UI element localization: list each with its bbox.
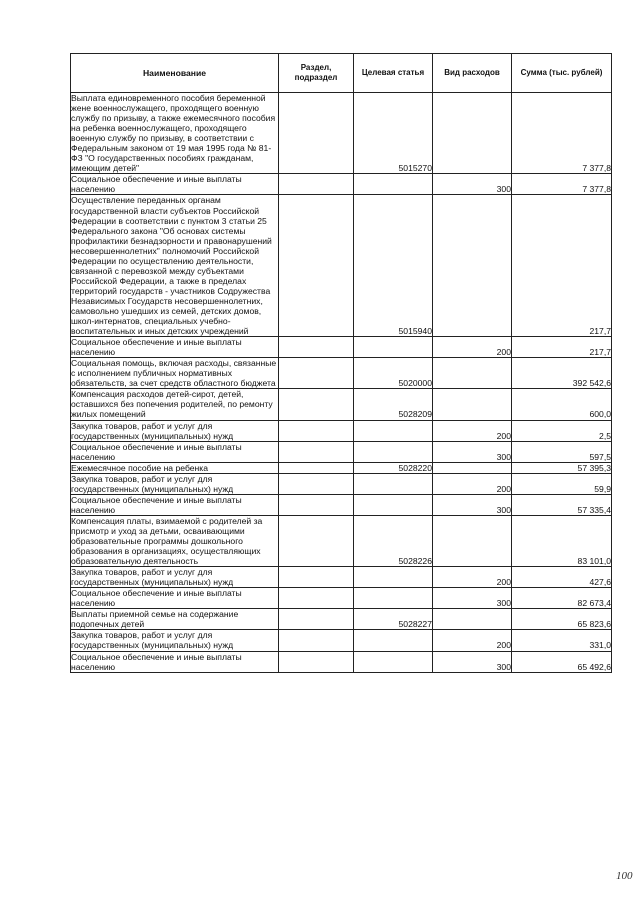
table-row [71,420,612,441]
table-row [71,651,612,672]
header-sum: Сумма (тыс. рублей) [512,54,612,93]
table-row [71,567,612,588]
row-target-cell: 5028227 [354,609,433,630]
row-section-cell [279,337,354,358]
row-section-cell [279,473,354,494]
header-expense-type: Вид расходов [433,54,512,93]
row-target-cell [354,441,433,462]
row-target-cell [354,174,433,195]
row-target-cell [354,420,433,441]
row-expense-type-cell: 300 [433,174,512,195]
row-name-cell: Осуществление переданных органам государственной власти субъектов Российской Федерации в соответствии с пунктом 3 статьи 25 Федерального закона "Об основах системы профилактики безнадзорности и правонарушений несовершеннолетних" полномочий Российской Федерации по осуществлению деятельности, связанной с перевозкой между субъектами Российской Федерации, а также в пределах территорий государств - участников Содружества Независимых Государств несовершеннолетних, самовольно ушедших из семей, детских домов, школ-интернатов, специальных учебно-воспитательных и иных детских учреждений [71,195,279,337]
row-target-cell: 5028226 [354,515,433,566]
row-expense-type-cell: 300 [433,494,512,515]
table-row [71,441,612,462]
row-target-cell [354,588,433,609]
row-expense-type-cell: 300 [433,441,512,462]
table-row [71,93,612,174]
row-expense-type-cell [433,195,512,337]
row-sum-cell: 65 492,6 [512,651,612,672]
table-row [71,473,612,494]
row-target-cell: 5028220 [354,462,433,473]
row-target-cell: 5020000 [354,358,433,389]
row-target-cell [354,651,433,672]
row-target-cell [354,630,433,651]
row-sum-cell: 57 395,3 [512,462,612,473]
row-section-cell [279,441,354,462]
table-row [71,389,612,420]
row-section-cell [279,494,354,515]
header-section: Раздел, подраздел [279,54,354,93]
row-sum-cell: 65 823,6 [512,609,612,630]
row-expense-type-cell [433,358,512,389]
row-sum-cell: 7 377,8 [512,93,612,174]
row-target-cell: 5015270 [354,93,433,174]
row-section-cell [279,389,354,420]
table-row [71,609,612,630]
budget-table [70,53,612,673]
table-row [71,588,612,609]
row-expense-type-cell [433,389,512,420]
row-expense-type-cell: 300 [433,651,512,672]
row-target-cell [354,337,433,358]
page-number-mark: 100 [616,870,633,882]
row-expense-type-cell [433,93,512,174]
row-sum-cell: 217,7 [512,195,612,337]
row-name-cell: Компенсация платы, взимаемой с родителей за присмотр и уход за детьми, осваивающими образовательные программы дошкольного образования в организациях, осуществляющих образовательную деятельность [71,515,279,566]
row-name-cell: Социальное обеспечение и иные выплаты населению [71,337,279,358]
row-name-cell: Социальное обеспечение и иные выплаты населению [71,651,279,672]
row-name-cell: Социальная помощь, включая расходы, связанные с исполнением публичных нормативных обязательств, за счет средств областного бюджета [71,358,279,389]
row-section-cell [279,630,354,651]
row-sum-cell: 2,5 [512,420,612,441]
row-name-cell: Социальное обеспечение и иные выплаты населению [71,588,279,609]
row-sum-cell: 57 335,4 [512,494,612,515]
row-expense-type-cell: 200 [433,630,512,651]
table-row [71,195,612,337]
row-section-cell [279,462,354,473]
row-section-cell [279,609,354,630]
row-sum-cell: 427,6 [512,567,612,588]
table-row [71,358,612,389]
row-sum-cell: 331,0 [512,630,612,651]
table-row [71,630,612,651]
table-row [71,174,612,195]
row-expense-type-cell: 200 [433,420,512,441]
row-section-cell [279,174,354,195]
row-section-cell [279,420,354,441]
row-sum-cell: 597,5 [512,441,612,462]
row-sum-cell: 7 377,8 [512,174,612,195]
row-sum-cell: 217,7 [512,337,612,358]
row-sum-cell: 392 542,6 [512,358,612,389]
row-sum-cell: 600,0 [512,389,612,420]
row-section-cell [279,93,354,174]
row-name-cell: Закупка товаров, работ и услуг для государственных (муниципальных) нужд [71,630,279,651]
row-target-cell: 5028209 [354,389,433,420]
row-sum-cell: 82 673,4 [512,588,612,609]
row-expense-type-cell: 200 [433,473,512,494]
row-name-cell: Закупка товаров, работ и услуг для государственных (муниципальных) нужд [71,567,279,588]
row-expense-type-cell [433,515,512,566]
row-section-cell [279,651,354,672]
row-expense-type-cell [433,609,512,630]
row-target-cell: 5015940 [354,195,433,337]
row-section-cell [279,588,354,609]
row-sum-cell: 59,9 [512,473,612,494]
header-row [71,54,612,93]
table-row [71,494,612,515]
row-target-cell [354,473,433,494]
row-expense-type-cell [433,462,512,473]
row-target-cell [354,567,433,588]
row-section-cell [279,515,354,566]
row-name-cell: Компенсация расходов детей-сирот, детей, оставшихся без попечения родителей, по ремонту жилых помещений [71,389,279,420]
row-expense-type-cell: 300 [433,588,512,609]
row-name-cell: Выплата единовременного пособия беременной жене военнослужащего, проходящего военную службу по призыву, а также ежемесячного пособия на ребенка военнослужащего, проходящего военную службу по призыву, в соответствии с Федеральным законом от 19 мая 1995 года № 81-ФЗ "О государственных пособиях гражданам, имеющим детей" [71,93,279,174]
row-name-cell: Закупка товаров, работ и услуг для государственных (муниципальных) нужд [71,420,279,441]
table-row [71,462,612,473]
row-sum-cell: 83 101,0 [512,515,612,566]
row-section-cell [279,358,354,389]
header-name: Наименование [71,54,279,93]
row-name-cell: Закупка товаров, работ и услуг для государственных (муниципальных) нужд [71,473,279,494]
row-expense-type-cell: 200 [433,567,512,588]
table-row [71,515,612,566]
row-name-cell: Социальное обеспечение и иные выплаты населению [71,174,279,195]
row-name-cell: Ежемесячное пособие на ребенка [71,462,279,473]
row-target-cell [354,494,433,515]
row-section-cell [279,567,354,588]
row-name-cell: Социальное обеспечение и иные выплаты населению [71,494,279,515]
row-name-cell: Выплаты приемной семье на содержание подопечных детей [71,609,279,630]
row-name-cell: Социальное обеспечение и иные выплаты населению [71,441,279,462]
row-section-cell [279,195,354,337]
header-target: Целевая статья [354,54,433,93]
table-row [71,337,612,358]
row-expense-type-cell: 200 [433,337,512,358]
